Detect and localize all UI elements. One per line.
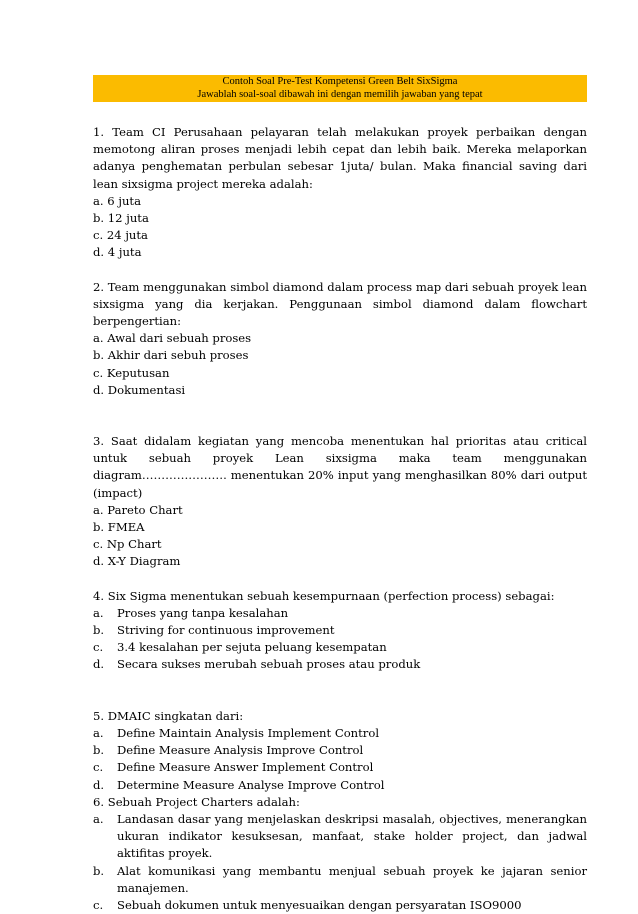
- option-c: c. Keputusan: [93, 365, 170, 380]
- question-3: [93, 433, 587, 571]
- question-list: [93, 124, 587, 914]
- option-d: d. Dokumentasi: [93, 382, 186, 397]
- question-5: [93, 708, 587, 794]
- question-stem: 6. Sebuah Project Charters adalah:: [93, 794, 300, 809]
- question-4: [93, 588, 587, 674]
- header-banner: [93, 75, 587, 102]
- option-c: c. Define Measure Answer Implement Control: [93, 760, 374, 775]
- option-c: c. Np Chart: [93, 537, 162, 552]
- option-c: c. 3.4 kesalahan per sejuta peluang kesempatan: [93, 640, 387, 655]
- option-a: a. Pareto Chart: [93, 502, 183, 517]
- option-d: d. Secara sukses merubah sebuah proses atau produk: [93, 657, 421, 672]
- option-a: a. Proses yang tanpa kesalahan: [93, 605, 289, 620]
- question-stem: 1. Team CI Perusahaan pelayaran telah melakukan proyek perbaikan dengan memotong aliran proses menjadi lebih cepat dan lebih baik. Mereka melaporkan adanya penghematan perbulan sebesar 1juta/ bulan. Maka financial saving dari lean sixsigma project mereka adalah:: [93, 125, 587, 191]
- option-a: a. Define Maintain Analysis Implement Control: [93, 725, 380, 740]
- question-stem: 4. Six Sigma menentukan sebuah kesempurnaan (perfection process) sebagai:: [93, 588, 555, 603]
- option-c: c. 24 juta: [93, 228, 148, 243]
- question-stem: 2. Team menggunakan simbol diamond dalam process map dari sebuah proyek lean sixsigma yang dia kerjakan. Penggunaan simbol diamond dalam flowchart berpengertian:: [93, 279, 587, 329]
- question-stem: 3. Saat didalam kegiatan yang mencoba menentukan hal prioritas atau critical untuk sebuah proyek Lean sixsigma maka team menggunakan diagram…………………. menentukan 20% input yang menghasilkan 80% dari output (impact): [93, 434, 587, 500]
- document-instruction: Jawablah soal-soal dibawah ini dengan memilih jawaban yang tepat: [197, 88, 483, 100]
- option-a: a. Landasan dasar yang menjelaskan deskripsi masalah, objectives, menerangkan ukuran indikator kesuksesan, manfaat, stake holder project, dan jadwal aktifitas proyek.: [93, 811, 587, 861]
- option-b: b. Akhir dari sebuh proses: [93, 348, 249, 363]
- option-d: d. X-Y Diagram: [93, 554, 181, 569]
- option-b: b. Define Measure Analysis Improve Control: [93, 743, 364, 758]
- question-6: [93, 794, 587, 914]
- question-stem: 5. DMAIC singkatan dari:: [93, 708, 244, 723]
- question-2: [93, 279, 587, 399]
- option-a: a. Awal dari sebuah proses: [93, 331, 252, 346]
- option-b: b. 12 juta: [93, 211, 149, 226]
- option-a: a. 6 juta: [93, 193, 141, 208]
- option-c: c. Sebuah dokumen untuk menyesuaikan dengan persyaratan ISO9000: [93, 897, 522, 912]
- option-b: b. Striving for continuous improvement: [93, 623, 335, 638]
- option-b: b. Alat komunikasi yang membantu menjual sebuah proyek ke jajaran senior manajemen.: [93, 863, 587, 895]
- option-b: b. FMEA: [93, 520, 145, 535]
- option-d: d. 4 juta: [93, 245, 142, 260]
- option-d: d. Determine Measure Analyse Improve Control: [93, 777, 385, 792]
- document-title: Contoh Soal Pre-Test Kompetensi Green Belt SixSigma: [222, 76, 458, 87]
- question-1: [93, 124, 587, 262]
